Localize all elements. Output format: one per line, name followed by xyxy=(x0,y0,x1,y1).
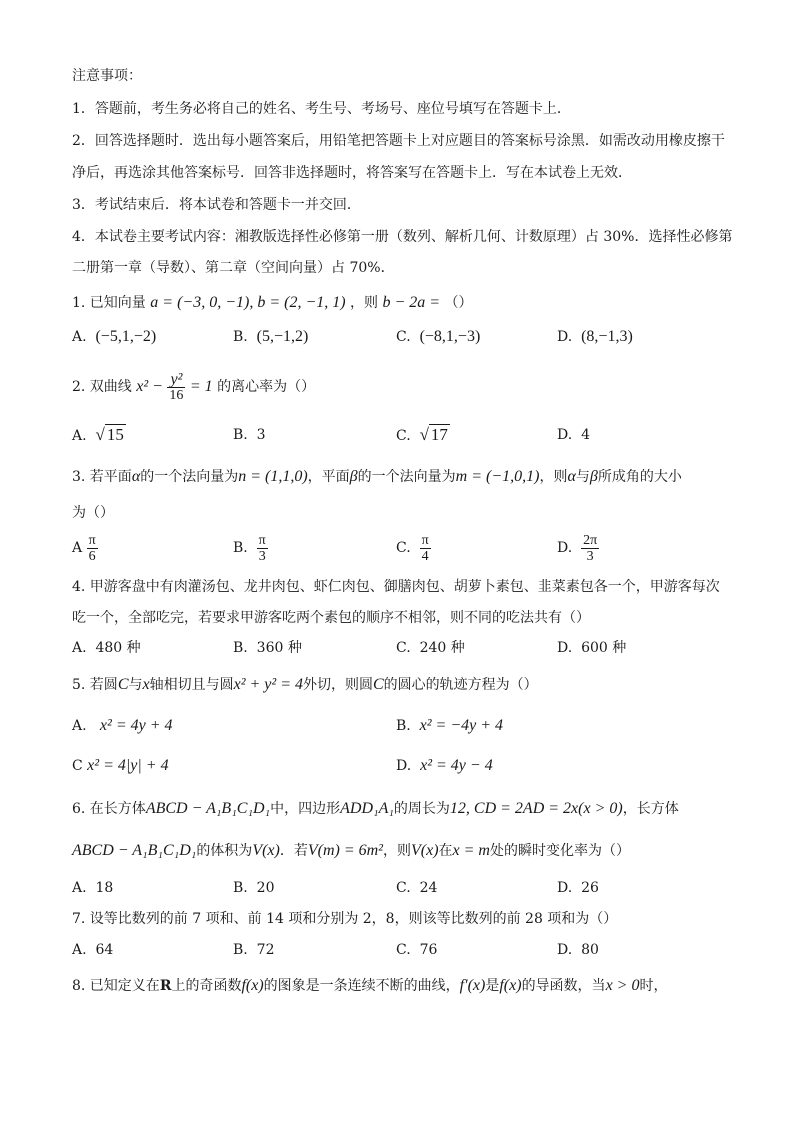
question-3-stem: 3. 若平面α的一个法向量为n = (1,1,0)，平面β的一个法向量为m = (−1,0,1)，则α与β所成角的大小 xyxy=(72,468,682,485)
question-7-option-d: D. 80 xyxy=(557,942,599,958)
question-1-option-d: D. (8,−1,3) xyxy=(557,328,633,345)
question-6-stem: 6. 在长方体ABCD − A₁B₁C₁D₁中，四边形ADD₁A₁的周长为12, CD = 2AD = 2x(x > 0)，长方体 xyxy=(72,800,679,817)
fraction: $\frac{\text{y²}}{16}$ xyxy=(169,370,184,403)
question-3-option-b: B. $\frac{\pi}{3}$ xyxy=(233,533,266,564)
note-item: 净后，再选涂其他答案标号．回答非选择题时，将答案写在答题卡上．写在本试卷上无效． xyxy=(72,165,632,181)
question-2-option-b: B. 3 xyxy=(233,427,266,443)
question-3-option-c: C. $\frac{\pi}{4}$ xyxy=(396,533,429,564)
question-2-option-d: D. 4 xyxy=(557,427,591,443)
question-1-option-c: C. (−8,1,−3) xyxy=(396,328,481,345)
question-7-stem: 7. 设等比数列的前 7 项和、前 14 项和分别为 2，8，则该等比数列的前 28 项和为（） xyxy=(72,911,618,927)
note-item: 二册第一章（导数）、第二章（空间向量）占 70%． xyxy=(72,260,395,276)
question-3-option-a: A $\frac{\pi}{6}$ xyxy=(72,533,96,564)
question-5-option-c: C x² = 4|y| + 4 xyxy=(72,757,169,774)
question-6-option-c: C. 24 xyxy=(396,880,438,896)
question-4-option-c: C. 240 种 xyxy=(396,640,465,656)
question-1-option-a: A. (−5,1,−2) xyxy=(72,328,157,345)
question-7-option-a: A. 64 xyxy=(72,942,114,958)
question-2-option-c: C. √ 17 xyxy=(396,425,448,444)
question-3-stem-cont: 为（） xyxy=(72,505,114,521)
notes-heading: 注意事项： xyxy=(72,68,142,84)
question-4-option-b: B. 360 种 xyxy=(233,640,302,656)
note-item: 3．考试结束后．将本试卷和答题卡一并交回． xyxy=(72,197,361,213)
question-3-option-d: D. $\frac{2\pi}{3}$ xyxy=(557,533,598,564)
question-6-option-d: D. 26 xyxy=(557,880,599,896)
question-6-option-a: A. 18 xyxy=(72,880,114,896)
question-4-option-d: D. 600 种 xyxy=(557,640,627,656)
question-6-option-b: B. 20 xyxy=(233,880,275,896)
question-4-stem-cont: 吃一个，全部吃完，若要求甲游客吃两个素包的顺序不相邻，则不同的吃法共有（） xyxy=(72,610,590,626)
note-item: 2．回答选择题时．选出每小题答案后，用铅笔把答题卡上对应题目的答案标号涂黑．如需改动用橡皮擦干 xyxy=(72,133,725,149)
question-5-option-a: A. x² = 4y + 4 xyxy=(72,717,173,734)
question-4-option-a: A. 480 种 xyxy=(72,640,141,656)
question-7-option-c: C. 76 xyxy=(396,942,438,958)
question-5-option-d: D. x² = 4y − 4 xyxy=(396,757,493,774)
question-2-stem: 2. 双曲线 x² − $\frac{\text{y²}}{16}$ = 1 的离心率为（） xyxy=(72,370,316,403)
question-5-stem: 5. 若圆C与x轴相切且与圆x² + y² = 4外切，则圆C的圆心的轨迹方程为（） xyxy=(72,676,538,693)
question-6-stem-cont: ABCD − A₁B₁C₁D₁的体积为V(x)．若V(m) = 6m²，则V(x)在x = m处的瞬时变化率为（） xyxy=(72,842,630,859)
question-1-option-b: B. (5,−1,2) xyxy=(233,328,309,345)
question-8-stem: 8. 已知定义在R上的奇函数f(x)的图象是一条连续不断的曲线，f′(x)是f(x)的导函数，当x > 0时， xyxy=(72,977,668,994)
note-item: 4．本试卷主要考试内容：湘教版选择性必修第一册（数列、解析几何、计数原理）占 30%．选择性必修第 xyxy=(72,229,733,245)
question-2-option-a: A. √ 15 xyxy=(72,425,124,444)
question-7-option-b: B. 72 xyxy=(233,942,275,958)
note-item: 1．答题前，考生务必将自己的姓名、考生号、考场号、座位号填写在答题卡上． xyxy=(72,101,571,117)
question-5-option-b: B. x² = −4y + 4 xyxy=(396,717,504,734)
question-4-stem: 4. 甲游客盘中有肉灌汤包、龙井肉包、虾仁肉包、御膳肉包、胡萝卜素包、韭菜素包各一个，甲游客每次 xyxy=(72,579,720,595)
question-1-stem: 1. 已知向量 a = (−3, 0, −1), b = (2, −1, 1) ，则 b − 2a = （） xyxy=(72,294,473,311)
